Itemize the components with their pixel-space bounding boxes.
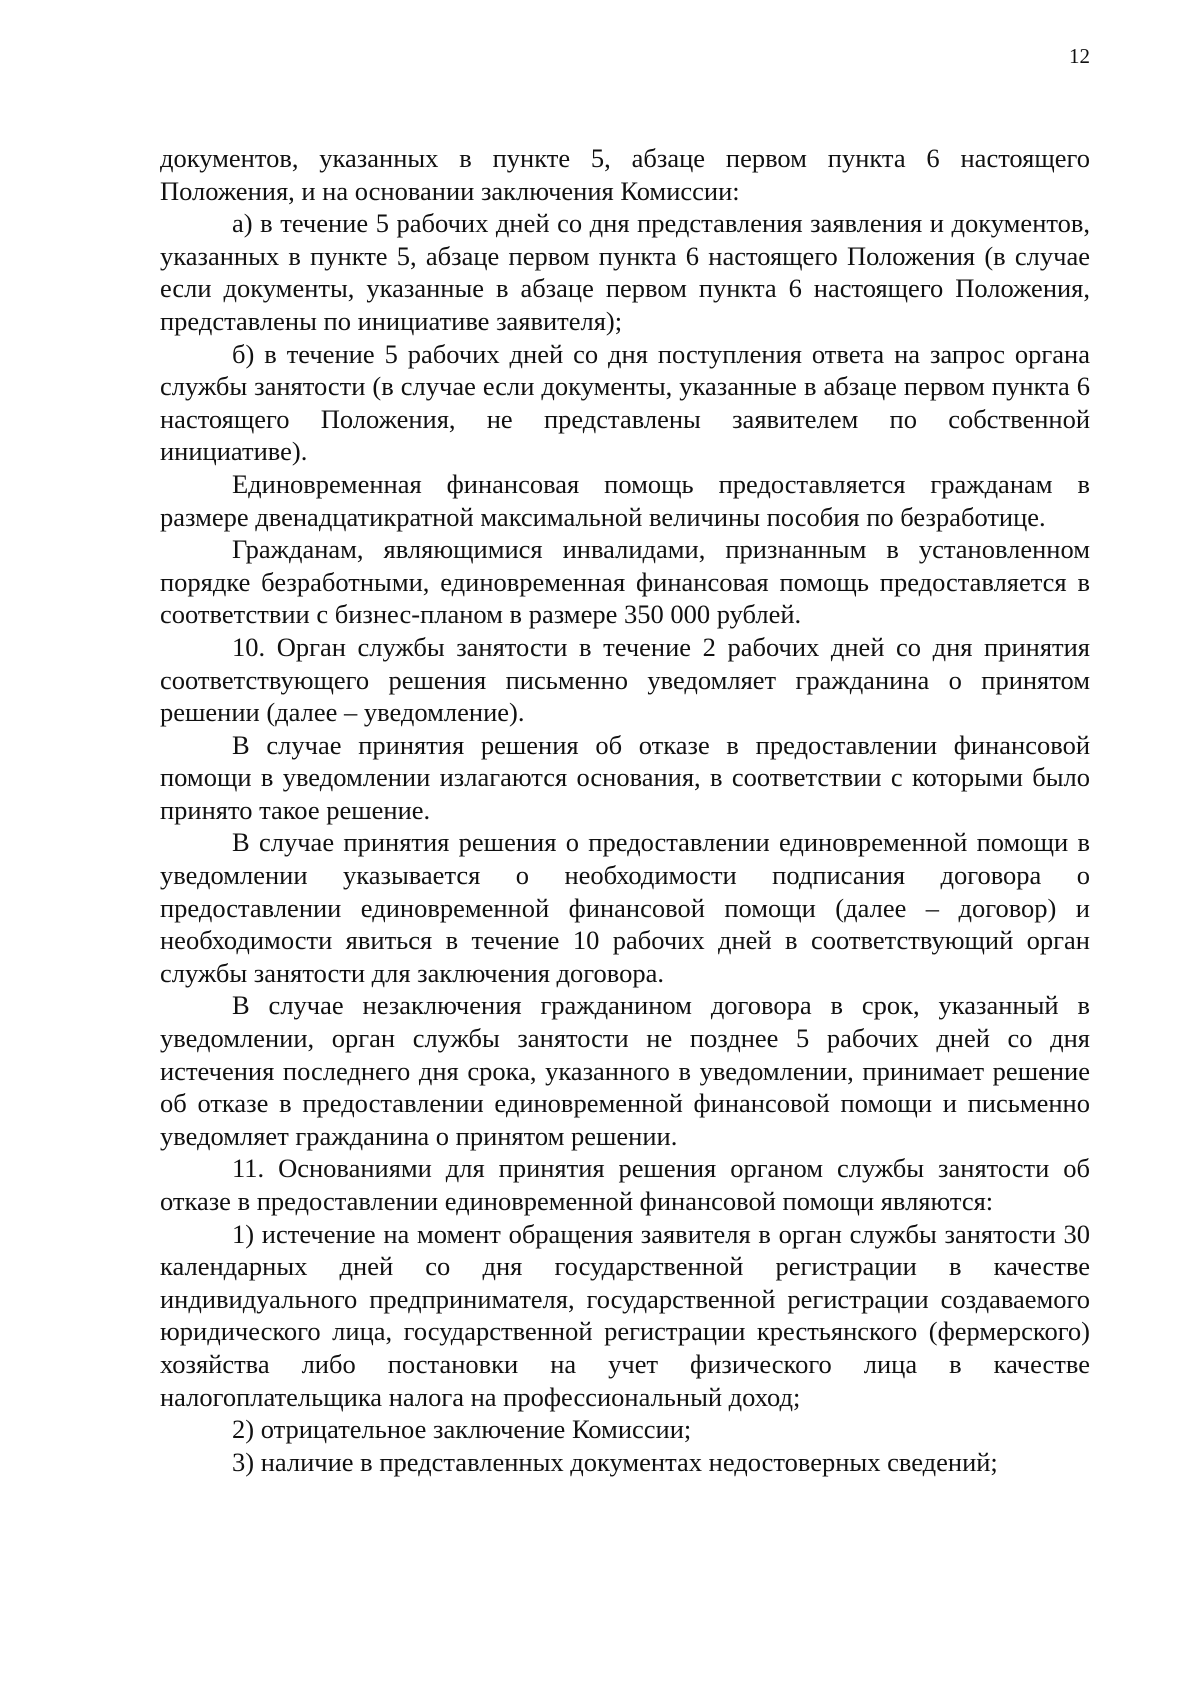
paragraph-aid-amount: Единовременная финансовая помощь предоставляется гражданам в размере двенадцатикратной максимальной величины пособия по безработице. <box>160 468 1090 532</box>
paragraph-disabled-citizens: Гражданам, являющимися инвалидами, признанным в установленном порядке безработными, единовременная финансовая помощь предоставляется в соответствии с бизнес-планом в размере 350 000 рублей. <box>160 534 1090 630</box>
paragraph-refusal-grounds: В случае принятия решения об отказе в предоставлении финансовой помощи в уведомлении излагаются основания, в соответствии с которыми было принято такое решение. <box>160 729 1090 825</box>
paragraph-contract-signing: В случае принятия решения о предоставлении единовременной помощи в уведомлении указывается о необходимости подписания договора о предоставлении единовременной финансовой помощи (далее – договор) и необходимости явиться в течение 10 рабочих дней в соответствующий орган службы занятости для заключения договора. <box>160 827 1090 988</box>
paragraph-item-b: б) в течение 5 рабочих дней со дня поступления ответа на запрос органа службы занятости (в случае если документы, указанные в абзаце первом пункта 6 настоящего Положения, не представлены заявителем по собственной инициативе). <box>160 338 1090 467</box>
document-body <box>160 142 1090 1478</box>
paragraph-ground-2: 2) отрицательное заключение Комиссии; <box>232 1414 692 1445</box>
paragraph-clause-10: 10. Орган службы занятости в течение 2 рабочих дней со дня принятия соответствующего решения письменно уведомляет гражданина о принятом решении (далее – уведомление). <box>160 631 1090 728</box>
paragraph-ground-1: 1) истечение на момент обращения заявителя в орган службы занятости 30 календарных дней со дня государственной регистрации в качестве индивидуального предпринимателя, государственной регистрации создаваемого юридического лица, государственной регистрации крестьянского (фермерского) хозяйства либо постановки на учет физического лица в качестве налогоплательщика налога на профессиональный доход; <box>160 1218 1090 1412</box>
page-number: 12 <box>1069 44 1090 68</box>
paragraph-ground-3: 3) наличие в представленных документах недостоверных сведений; <box>232 1446 998 1477</box>
paragraph-clause-11: 11. Основаниями для принятия решения органом службы занятости об отказе в предоставлении единовременной финансовой помощи являются: <box>160 1153 1090 1216</box>
paragraph-non-conclusion: В случае незаключения гражданином договора в срок, указанный в уведомлении, орган службы занятости не позднее 5 рабочих дней со дня истечения последнего дня срока, указанного в уведомлении, принимает решение об отказе в предоставлении единовременной финансовой помощи и письменно уведомляет гражданина о принятом решении. <box>160 990 1090 1151</box>
paragraph-item-a: а) в течение 5 рабочих дней со дня представления заявления и документов, указанных в пункте 5, абзаце первом пункта 6 настоящего Положения (в случае если документы, указанные в абзаце первом пункта 6 настоящего Положения, представлены по инициативе заявителя); <box>160 208 1090 336</box>
paragraph-continuation: документов, указанных в пункте 5, абзаце первом пункта 6 настоящего Положения, и на основании заключения Комиссии: <box>160 143 1090 206</box>
